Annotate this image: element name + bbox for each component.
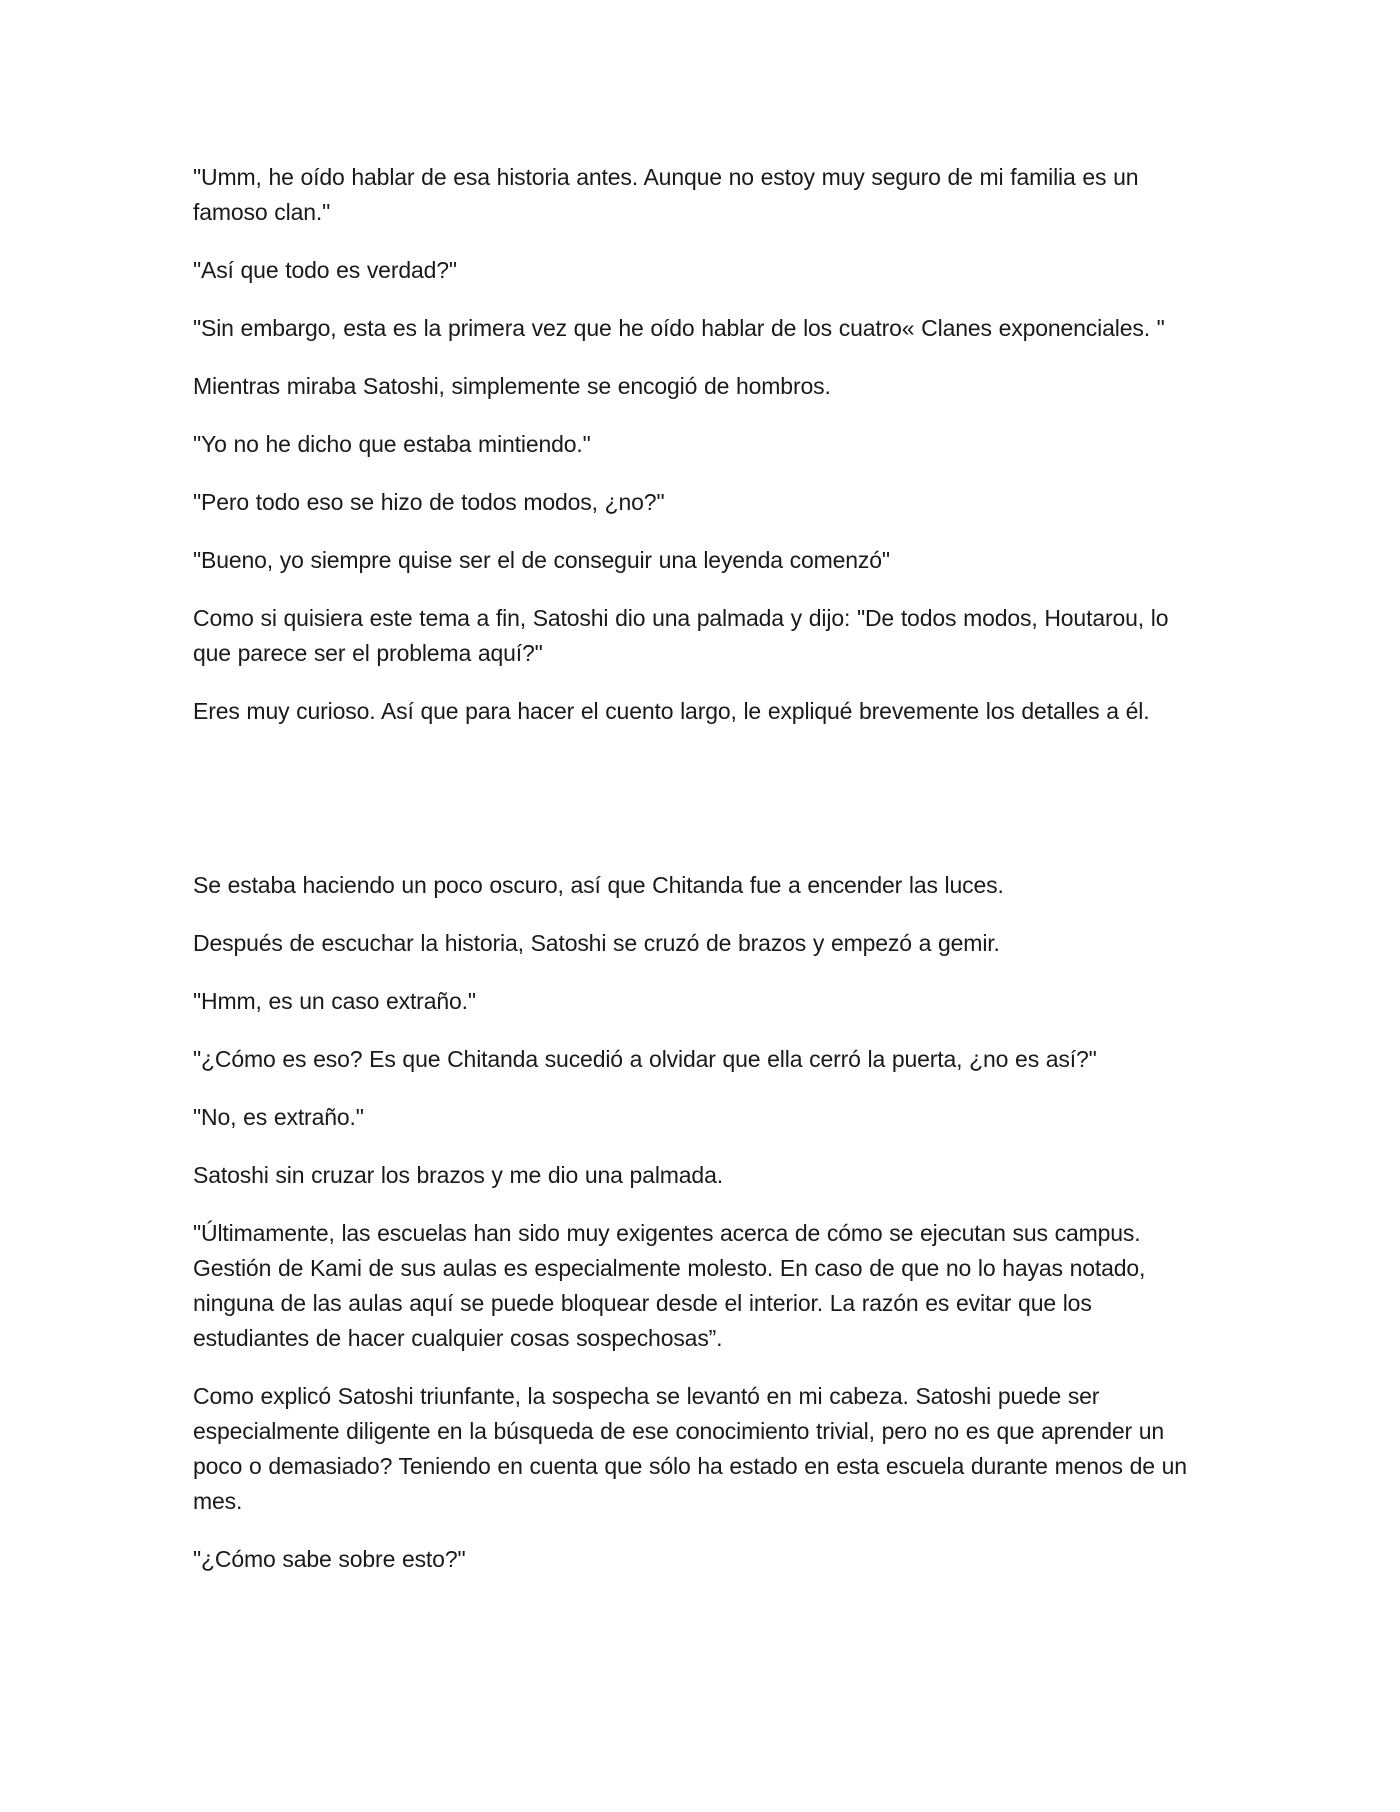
paragraph: Como explicó Satoshi triunfante, la sospecha se levantó en mi cabeza. Satoshi puede ser especialmente diligente en la búsqueda de ese conocimiento trivial, pero no es que aprender un poco o demasiado? Teniendo en cuenta que sólo ha estado en esta escuela durante menos de un mes.	[193, 1383, 1187, 1514]
paragraph: "¿Cómo sabe sobre esto?"	[193, 1546, 466, 1572]
paragraph: Mientras miraba Satoshi, simplemente se encogió de hombros.	[193, 373, 831, 399]
paragraph: "¿Cómo es eso? Es que Chitanda sucedió a olvidar que ella cerró la puerta, ¿no es así?"	[193, 1046, 1097, 1072]
paragraph: "Pero todo eso se hizo de todos modos, ¿no?"	[193, 489, 665, 515]
paragraph: "Sin embargo, esta es la primera vez que he oído hablar de los cuatro« Clanes exponenciales. "	[193, 315, 1165, 341]
paragraph: "No, es extraño."	[193, 1104, 364, 1130]
paragraph: Como si quisiera este tema a fin, Satoshi dio una palmada y dijo: "De todos modos, Houtarou, lo que parece ser el problema aquí?"	[193, 605, 1169, 666]
paragraph: Después de escuchar la historia, Satoshi se cruzó de brazos y empezó a gemir.	[193, 930, 1000, 956]
paragraph: "Así que todo es verdad?"	[193, 257, 457, 283]
paragraph: Eres muy curioso. Así que para hacer el cuento largo, le expliqué brevemente los detalles a él.	[193, 698, 1150, 724]
section-break	[193, 752, 1210, 868]
paragraph: "Hmm, es un caso extraño."	[193, 988, 476, 1014]
paragraph: "Umm, he oído hablar de esa historia antes. Aunque no estoy muy seguro de mi familia es un famoso clan."	[193, 164, 1139, 225]
section-one	[193, 160, 1210, 729]
section-two	[193, 868, 1210, 1577]
paragraph: "Bueno, yo siempre quise ser el de conseguir una leyenda comenzó"	[193, 547, 890, 573]
paragraph: Se estaba haciendo un poco oscuro, así que Chitanda fue a encender las luces.	[193, 872, 1004, 898]
paragraph: Satoshi sin cruzar los brazos y me dio una palmada.	[193, 1162, 723, 1188]
paragraph: "Yo no he dicho que estaba mintiendo."	[193, 431, 591, 457]
paragraph: "Últimamente, las escuelas han sido muy exigentes acerca de cómo se ejecutan sus campus. Gestión de Kami de sus aulas es especialmente molesto. En caso de que no lo hayas notado, ninguna de las aulas aquí se puede bloquear desde el interior. La razón es evitar que los estudiantes de hacer cualquier cosas sospechosas”.	[193, 1220, 1146, 1351]
